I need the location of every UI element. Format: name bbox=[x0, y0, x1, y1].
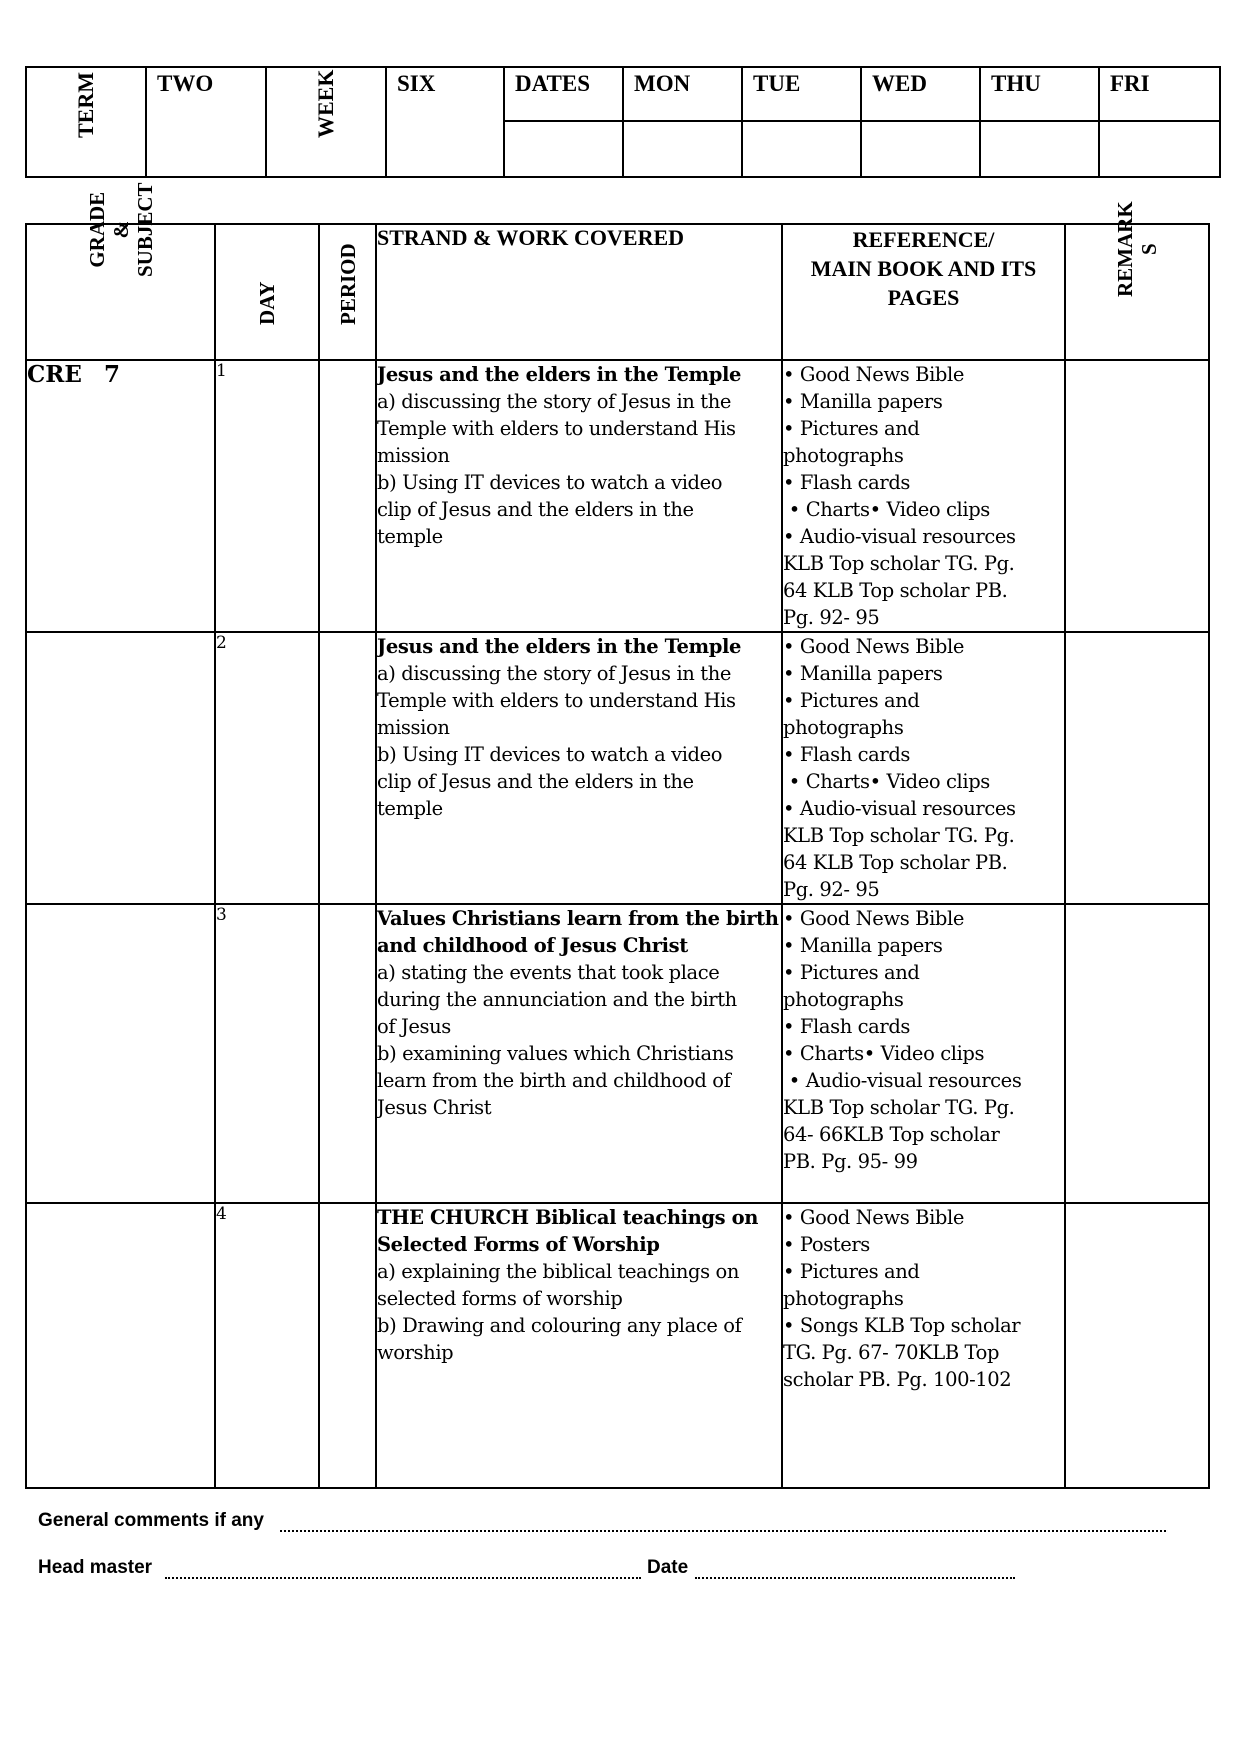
day-header-text: DAY bbox=[255, 281, 279, 325]
grade-subject-header bbox=[26, 182, 215, 360]
remarks-cell bbox=[1065, 1203, 1209, 1488]
term-label-cell bbox=[26, 67, 146, 177]
reference-line: KLB Top scholar TG. Pg. bbox=[783, 552, 1015, 575]
general-comments-line[interactable] bbox=[280, 1530, 1166, 1532]
reference-line: • Flash cards bbox=[783, 1015, 911, 1038]
strand-cell bbox=[376, 360, 782, 632]
strand-cell bbox=[376, 632, 782, 904]
strand-line: selected forms of worship bbox=[377, 1287, 623, 1310]
reference-line: 64 KLB Top scholar PB. bbox=[783, 851, 1008, 874]
reference-line: • Pictures and bbox=[783, 1260, 920, 1283]
grade-subject-header-text bbox=[85, 182, 157, 277]
strand-cell bbox=[376, 904, 782, 1203]
strand-title: Jesus and the elders in the Temple bbox=[377, 635, 741, 658]
remarks-cell bbox=[1065, 360, 1209, 632]
period-header bbox=[319, 224, 376, 360]
grade-subject-cell: CRE 7 bbox=[26, 360, 215, 632]
strand-line: learn from the birth and childhood of bbox=[377, 1069, 731, 1092]
reference-line: 64 KLB Top scholar PB. bbox=[783, 579, 1008, 602]
day-fri-label: FRI bbox=[1099, 67, 1220, 121]
period-cell bbox=[319, 904, 376, 1203]
strand-line: b) Drawing and colouring any place of bbox=[377, 1314, 742, 1337]
week-label: WEEK bbox=[313, 69, 338, 138]
reference-line: photographs bbox=[783, 444, 904, 467]
week-value: SIX bbox=[386, 67, 504, 177]
day-header bbox=[215, 224, 319, 360]
day-thu-label: THU bbox=[980, 67, 1099, 121]
day-cell: 4 bbox=[215, 1203, 319, 1488]
strand-cell bbox=[376, 1203, 782, 1488]
reference-line: PB. Pg. 95- 99 bbox=[783, 1150, 918, 1173]
general-comments-label: General comments if any bbox=[38, 1510, 264, 1531]
reference-line: Pg. 92- 95 bbox=[783, 606, 880, 629]
day-wed-label: WED bbox=[861, 67, 980, 121]
reference-line: • Manilla papers bbox=[783, 390, 943, 413]
day-cell: 1 bbox=[215, 360, 319, 632]
reference-line: Pg. 92- 95 bbox=[783, 878, 880, 901]
reference-line: KLB Top scholar TG. Pg. bbox=[783, 1096, 1015, 1119]
reference-line: photographs bbox=[783, 988, 904, 1011]
strand-line: a) discussing the story of Jesus in the bbox=[377, 390, 731, 413]
reference-header-line2: MAIN BOOK AND ITS bbox=[810, 256, 1037, 281]
reference-header bbox=[782, 224, 1065, 360]
reference-line: • Good News Bible bbox=[783, 635, 964, 658]
strand-line: temple bbox=[377, 525, 443, 548]
day-tue-label: TUE bbox=[742, 67, 861, 121]
headmaster-label: Head master bbox=[38, 1557, 153, 1578]
fri-date-cell bbox=[1099, 121, 1220, 177]
reference-line: • Posters bbox=[783, 1233, 870, 1256]
reference-line: • Manilla papers bbox=[783, 934, 943, 957]
reference-line: photographs bbox=[783, 716, 904, 739]
remarks-header-line2: S bbox=[1137, 243, 1161, 256]
reference-line: • Charts• Video clips bbox=[783, 1042, 985, 1065]
week-label-cell bbox=[266, 67, 386, 177]
strand-line: temple bbox=[377, 797, 443, 820]
strand-title: Values Christians learn from the birth and childhood of Jesus Christ bbox=[377, 907, 779, 957]
reference-line: • Charts• Video clips bbox=[783, 498, 990, 521]
reference-line: • Good News Bible bbox=[783, 1206, 964, 1229]
table-row bbox=[26, 1203, 1209, 1488]
strand-title: Jesus and the elders in the Temple bbox=[377, 363, 741, 386]
reference-line: • Songs KLB Top scholar bbox=[783, 1314, 1021, 1337]
term-label: TERM bbox=[73, 72, 98, 138]
day-cell: 3 bbox=[215, 904, 319, 1203]
strand-line: b) examining values which Christians bbox=[377, 1042, 734, 1065]
period-header-text: PERIOD bbox=[335, 243, 360, 325]
dates-label: DATES bbox=[504, 67, 623, 121]
reference-header-line3: PAGES bbox=[887, 285, 960, 310]
strand-line: b) Using IT devices to watch a video bbox=[377, 743, 723, 766]
reference-line: • Pictures and bbox=[783, 689, 920, 712]
wed-date-cell bbox=[861, 121, 980, 177]
strand-title: THE CHURCH Biblical teachings on Selected Forms of Worship bbox=[377, 1206, 758, 1256]
strand-line: a) stating the events that took place bbox=[377, 961, 720, 984]
table-row bbox=[26, 360, 1209, 632]
remarks-cell bbox=[1065, 904, 1209, 1203]
reference-line: TG. Pg. 67- 70KLB Top bbox=[783, 1341, 1000, 1364]
strand-line: a) explaining the biblical teachings on bbox=[377, 1260, 740, 1283]
strand-line: of Jesus bbox=[377, 1015, 451, 1038]
strand-line: worship bbox=[377, 1341, 454, 1364]
reference-line: • Good News Bible bbox=[783, 363, 964, 386]
period-cell bbox=[319, 360, 376, 632]
strand-line: Temple with elders to understand His bbox=[377, 689, 736, 712]
strand-line: during the annunciation and the birth bbox=[377, 988, 737, 1011]
reference-line: • Pictures and bbox=[783, 417, 920, 440]
reference-line: • Flash cards bbox=[783, 743, 911, 766]
grade-header-line: GRADE bbox=[84, 191, 109, 268]
grade-subject-cell bbox=[26, 904, 215, 1203]
strand-line: clip of Jesus and the elders in the bbox=[377, 498, 694, 521]
term-value: TWO bbox=[146, 67, 266, 177]
grade-subject-cell bbox=[26, 632, 215, 904]
period-cell bbox=[319, 1203, 376, 1488]
thu-date-cell bbox=[980, 121, 1099, 177]
subject-header-line: SUBJECT bbox=[132, 182, 157, 277]
day-mon-label: MON bbox=[623, 67, 742, 121]
date-label: Date bbox=[647, 1557, 689, 1578]
tue-date-cell bbox=[742, 121, 861, 177]
reference-line: • Charts• Video clips bbox=[783, 770, 990, 793]
mon-date-cell bbox=[623, 121, 742, 177]
scheme-of-work-table bbox=[25, 182, 1210, 1489]
strand-line: Temple with elders to understand His bbox=[377, 417, 736, 440]
remarks-header-text bbox=[1113, 201, 1161, 297]
reference-line: • Audio-visual resources bbox=[783, 797, 1016, 820]
strand-line: mission bbox=[377, 716, 450, 739]
day-cell: 2 bbox=[215, 632, 319, 904]
strand-line: b) Using IT devices to watch a video bbox=[377, 471, 723, 494]
term-week-table bbox=[25, 66, 1221, 178]
date-line[interactable] bbox=[695, 1577, 1015, 1579]
remarks-cell bbox=[1065, 632, 1209, 904]
reference-cell bbox=[782, 1203, 1065, 1488]
reference-line: 64- 66KLB Top scholar bbox=[783, 1123, 1000, 1146]
reference-cell bbox=[782, 360, 1065, 632]
reference-line: • Flash cards bbox=[783, 471, 911, 494]
table-row bbox=[26, 632, 1209, 904]
reference-line: KLB Top scholar TG. Pg. bbox=[783, 824, 1015, 847]
ampersand-header-line: & bbox=[108, 220, 133, 239]
strand-line: a) discussing the story of Jesus in the bbox=[377, 662, 731, 685]
reference-cell bbox=[782, 632, 1065, 904]
headmaster-signature-line[interactable] bbox=[165, 1577, 641, 1579]
dates-value-cell bbox=[504, 121, 623, 177]
reference-line: • Good News Bible bbox=[783, 907, 964, 930]
grade-subject-cell bbox=[26, 1203, 215, 1488]
strand-line: mission bbox=[377, 444, 450, 467]
reference-line: • Manilla papers bbox=[783, 662, 943, 685]
reference-line: photographs bbox=[783, 1287, 904, 1310]
strand-header: STRAND & WORK COVERED bbox=[376, 224, 782, 360]
remarks-header bbox=[1065, 201, 1209, 360]
reference-line: • Audio-visual resources bbox=[783, 525, 1016, 548]
reference-line: scholar PB. Pg. 100-102 bbox=[783, 1368, 1012, 1391]
table-row bbox=[26, 904, 1209, 1203]
strand-line: clip of Jesus and the elders in the bbox=[377, 770, 694, 793]
reference-cell bbox=[782, 904, 1065, 1203]
reference-header-line1: REFERENCE/ bbox=[852, 227, 995, 252]
reference-line: • Audio-visual resources bbox=[783, 1069, 1022, 1092]
reference-line: • Pictures and bbox=[783, 961, 920, 984]
remarks-header-line1: REMARK bbox=[1113, 201, 1137, 297]
period-cell bbox=[319, 632, 376, 904]
strand-line: Jesus Christ bbox=[377, 1096, 492, 1119]
